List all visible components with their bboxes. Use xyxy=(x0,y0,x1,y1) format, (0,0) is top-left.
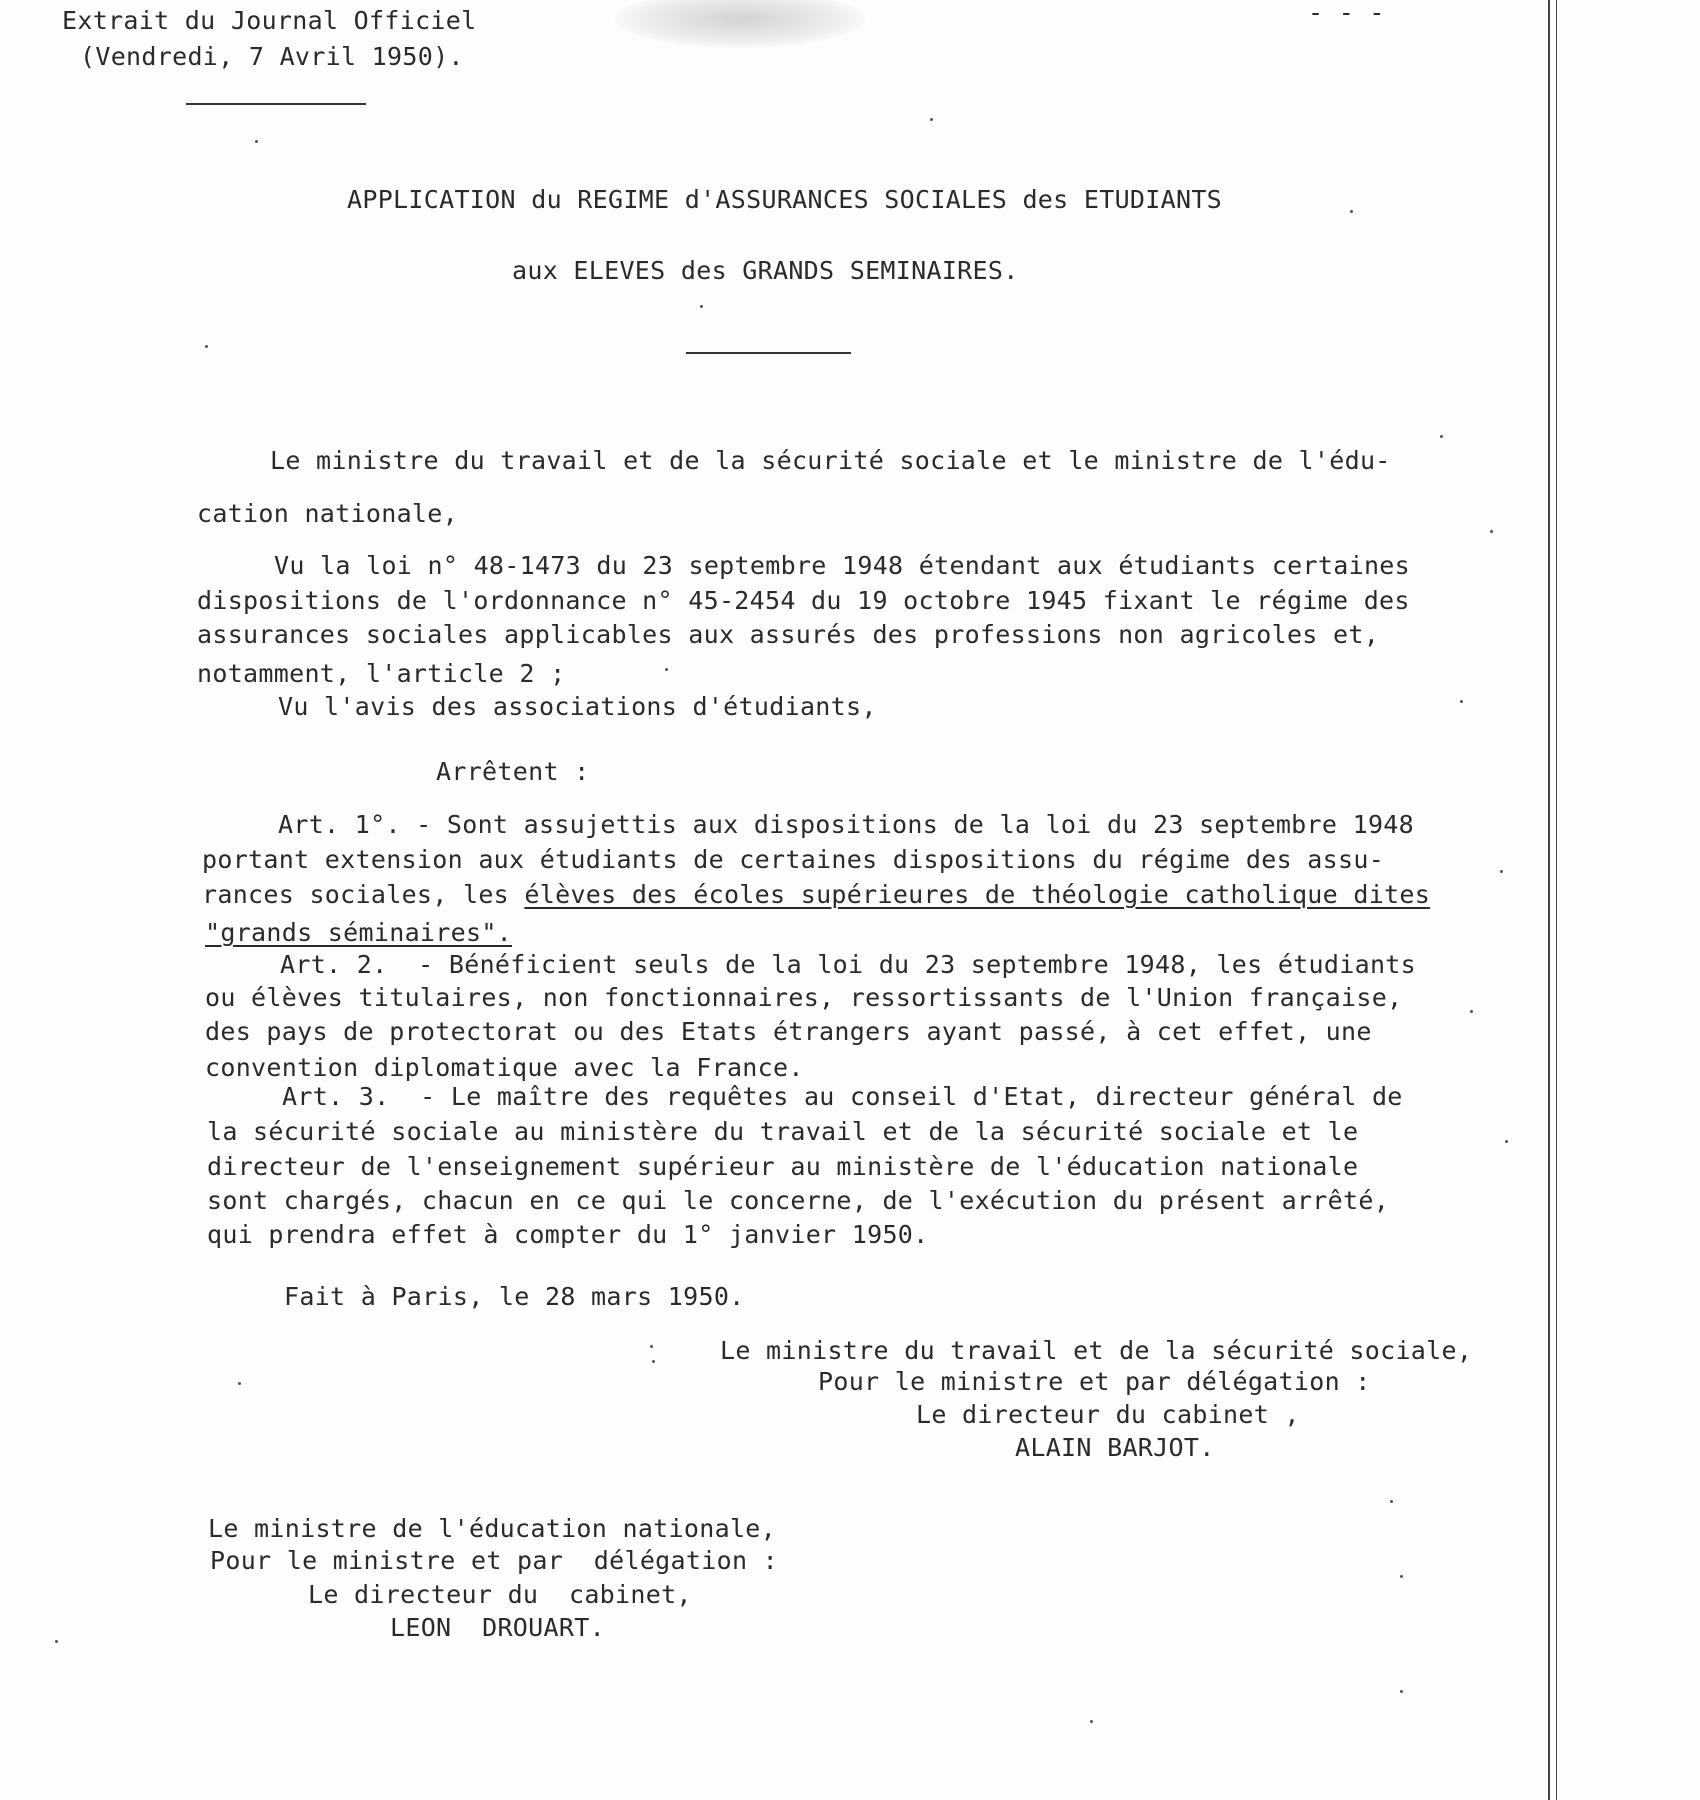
art3-line-5: qui prendra effet à compter du 1° janvier 1950. xyxy=(207,1220,929,1249)
scan-speck xyxy=(650,1345,653,1348)
signature1-name: ALAIN BARJOT. xyxy=(1015,1433,1215,1462)
art1-line-1: Art. 1°. - Sont assujettis aux dispositions de la loi du 23 septembre 1948 xyxy=(278,810,1414,839)
source-line-1: Extrait du Journal Officiel xyxy=(62,6,477,35)
vu1-line-2: dispositions de l'ordonnance n° 45-2454 du 19 octobre 1945 fixant le régime des xyxy=(197,586,1410,615)
scan-speck xyxy=(205,345,208,348)
preamble-line-1: Le ministre du travail et de la sécurité sociale et le ministre de l'édu- xyxy=(270,446,1391,475)
scan-speck xyxy=(55,1640,58,1643)
scan-speck xyxy=(1460,700,1463,703)
art3-line-2: la sécurité sociale au ministère du travail et de la sécurité sociale et le xyxy=(207,1117,1359,1146)
signature1-line-1: Le ministre du travail et de la sécurité sociale, xyxy=(720,1336,1473,1365)
signature2-line-3: Le directeur du cabinet, xyxy=(308,1580,692,1609)
signature2-line-1: Le ministre de l'éducation nationale, xyxy=(208,1514,776,1543)
art2-line-1: Art. 2. - Bénéficient seuls de la loi du 23 septembre 1948, les étudiants xyxy=(280,950,1416,979)
signature1-line-2: Pour le ministre et par délégation : xyxy=(818,1367,1371,1396)
right-margin-line-2 xyxy=(1556,0,1557,1800)
art2-line-3: des pays de protectorat ou des Etats étrangers ayant passé, à cet effet, une xyxy=(205,1017,1372,1046)
scan-speck xyxy=(1505,1140,1508,1143)
right-margin-line xyxy=(1548,0,1550,1800)
title-line-1: APPLICATION du REGIME d'ASSURANCES SOCIALES des ETUDIANTS xyxy=(347,185,1223,214)
art3-line-4: sont chargés, chacun en ce qui le concerne, de l'exécution du présent arrêté, xyxy=(207,1186,1390,1215)
art1-line-3-start: rances sociales, les xyxy=(202,880,525,909)
vu1-line-4: notamment, l'article 2 ; xyxy=(197,659,566,688)
scan-speck xyxy=(1350,210,1353,213)
header-rule xyxy=(186,103,366,105)
art1-line-4: "grands séminaires". xyxy=(205,918,513,947)
art2-line-4: convention diplomatique avec la France. xyxy=(205,1053,804,1082)
source-line-2: (Vendredi, 7 Avril 1950). xyxy=(80,42,464,71)
scan-speck xyxy=(1500,870,1503,873)
arretent-heading: Arrêtent : xyxy=(436,757,590,786)
scan-speck xyxy=(1400,1690,1403,1693)
title-rule xyxy=(686,352,851,354)
preamble-line-2: cation nationale, xyxy=(197,499,458,528)
art1-line-2: portant extension aux étudiants de certaines dispositions du régime des assu- xyxy=(202,845,1385,874)
scan-speck xyxy=(1390,1500,1393,1503)
art3-line-3: directeur de l'enseignement supérieur au ministère de l'éducation nationale xyxy=(207,1152,1359,1181)
vu1-line-1: Vu la loi n° 48-1473 du 23 septembre 1948 étendant aux étudiants certaines xyxy=(274,551,1410,580)
scan-speck xyxy=(652,1360,655,1363)
vu2-line: Vu l'avis des associations d'étudiants, xyxy=(278,692,877,721)
signature2-name: LEON DROUART. xyxy=(390,1613,605,1642)
art1-line-3 xyxy=(202,880,1430,910)
scan-speck xyxy=(665,668,668,671)
scan-speck xyxy=(1090,1720,1093,1723)
scan-speck xyxy=(700,305,703,308)
scan-speck xyxy=(1400,1575,1403,1578)
stamp-mark xyxy=(615,0,865,48)
art3-line-1: Art. 3. - Le maître des requêtes au conseil d'Etat, directeur général de xyxy=(282,1082,1403,1111)
signature2-line-2: Pour le ministre et par délégation : xyxy=(210,1546,778,1575)
vu1-line-3: assurances sociales applicables aux assurés des professions non agricoles et, xyxy=(197,620,1380,649)
scan-speck xyxy=(238,1382,241,1385)
scan-speck xyxy=(930,118,933,121)
scan-speck xyxy=(1470,1010,1473,1013)
scan-speck xyxy=(1440,435,1443,438)
scan-speck xyxy=(1490,530,1493,533)
art2-line-2: ou élèves titulaires, non fonctionnaires, ressortissants de l'Union française, xyxy=(205,983,1403,1012)
signature1-line-3: Le directeur du cabinet , xyxy=(916,1400,1300,1429)
title-line-2: aux ELEVES des GRANDS SEMINAIRES. xyxy=(512,256,1019,285)
art1-underlined-text: élèves des écoles supérieures de théologie catholique dites xyxy=(524,880,1431,909)
top-right-dashes: - - - xyxy=(1308,0,1385,27)
done-at-line: Fait à Paris, le 28 mars 1950. xyxy=(284,1282,745,1311)
scan-speck xyxy=(255,140,258,143)
